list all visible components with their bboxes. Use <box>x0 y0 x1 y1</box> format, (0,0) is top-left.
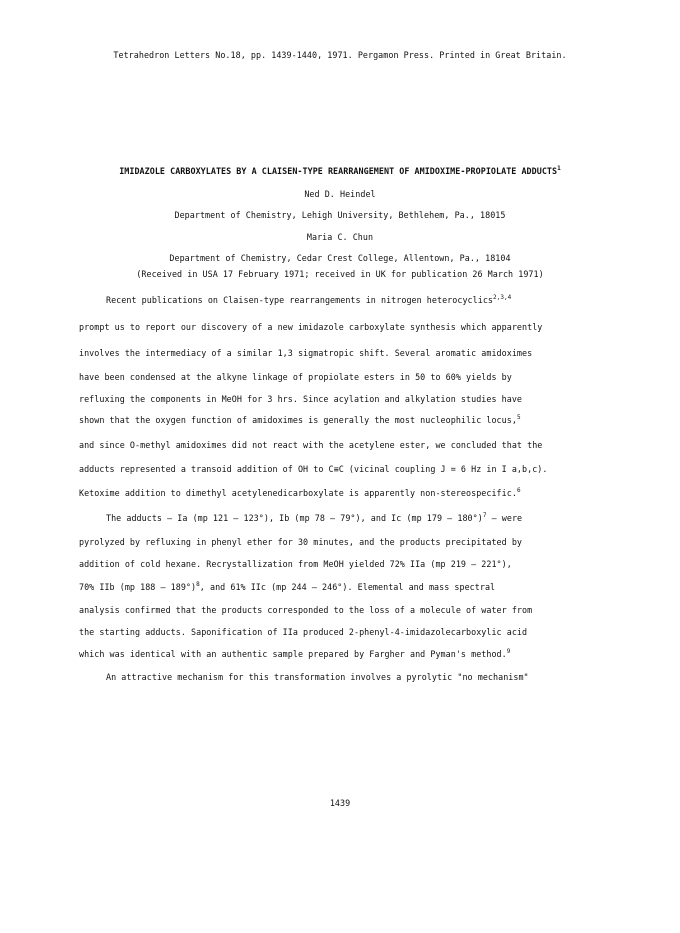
body-text: , and 61% IIc (mp 244 — 246°). Elemental and mass spectral <box>199 582 496 592</box>
body-line: the starting adducts. Saponification of IIa produced 2-phenyl-4-imidazolecarboxylic acid <box>79 627 528 637</box>
body-text: Ketoxime addition to dimethyl acetylenedicarboxylate is apparently non-stereospecific. <box>79 488 517 498</box>
journal-header: Tetrahedron Letters No.18, pp. 1439-1440, 1971. Pergamon Press. Printed in Great Britain. <box>113 50 567 60</box>
affiliation-1: Department of Chemistry, Lehigh University, Bethlehem, Pa., 18015 <box>174 210 506 220</box>
body-text: 70% IIb (mp 188 — 189°) <box>79 582 197 592</box>
body-line <box>106 513 522 524</box>
page-number: 1439 <box>329 798 351 808</box>
body-text: The adducts — Ia (mp 121 — 123°), Ib (mp 78 — 79°), and Ic (mp 179 — 180°) <box>106 513 483 523</box>
body-line <box>79 582 495 593</box>
body-line: addition of cold hexane. Recrystallization from MeOH yielded 72% IIa (mp 219 — 221°), <box>79 559 512 569</box>
body-line <box>79 649 510 660</box>
footnote-ref: 6 <box>516 487 521 495</box>
body-text: shown that the oxygen function of amidoximes is generally the most nucleophilic locus, <box>79 415 517 425</box>
body-line: involves the intermediacy of a similar 1,3 sigmatropic shift. Several aromatic amidoximes <box>79 348 533 358</box>
body-text: — were <box>486 513 523 523</box>
footnote-ref: 9 <box>506 648 511 656</box>
body-line: refluxing the components in MeOH for 3 hrs. Since acylation and alkylation studies have <box>79 394 523 404</box>
author-2: Maria C. Chun <box>306 232 374 242</box>
body-text: which was identical with an authentic sample prepared by Fargher and Pyman's method. <box>79 649 507 659</box>
body-line: An attractive mechanism for this transformation involves a pyrolytic "no mechanism" <box>106 672 529 682</box>
body-line: analysis confirmed that the products corresponded to the loss of a molecule of water from <box>79 605 533 615</box>
body-line <box>79 415 521 426</box>
title-footnote-ref: 1 <box>557 165 561 173</box>
article-title-text: IMIDAZOLE CARBOXYLATES BY A CLAISEN-TYPE REARRANGEMENT OF AMIDOXIME-PROPIOLATE ADDUCTS <box>119 166 558 176</box>
body-line: pyrolyzed by refluxing in phenyl ether for 30 minutes, and the products precipitated by <box>79 537 523 547</box>
affiliation-2: Department of Chemistry, Cedar Crest College, Allentown, Pa., 18104 <box>169 253 511 263</box>
author-1: Ned D. Heindel <box>304 189 376 199</box>
received-dates: (Received in USA 17 February 1971; received in UK for publication 26 March 1971) <box>136 269 544 279</box>
body-line: have been condensed at the alkyne linkage of propiolate esters in 50 to 60% yields by <box>79 372 512 382</box>
body-line: adducts represented a transoid addition of OH to C≡C (vicinal coupling J = 6 Hz in I a,b,c). <box>79 464 548 474</box>
footnote-ref: 8 <box>196 581 200 589</box>
body-line <box>79 488 521 499</box>
footnote-ref: 2,3,4 <box>493 294 512 302</box>
body-line <box>106 295 511 306</box>
footnote-ref: 5 <box>516 414 521 422</box>
footnote-ref: 7 <box>482 512 487 520</box>
article-title <box>0 166 680 177</box>
body-text: Recent publications on Claisen-type rearrangements in nitrogen heterocyclics <box>106 295 494 305</box>
body-line: prompt us to report our discovery of a new imidazole carboxylate synthesis which apparently <box>79 322 543 332</box>
body-line: and since O-methyl amidoximes did not react with the acetylene ester, we concluded that the <box>79 440 543 450</box>
